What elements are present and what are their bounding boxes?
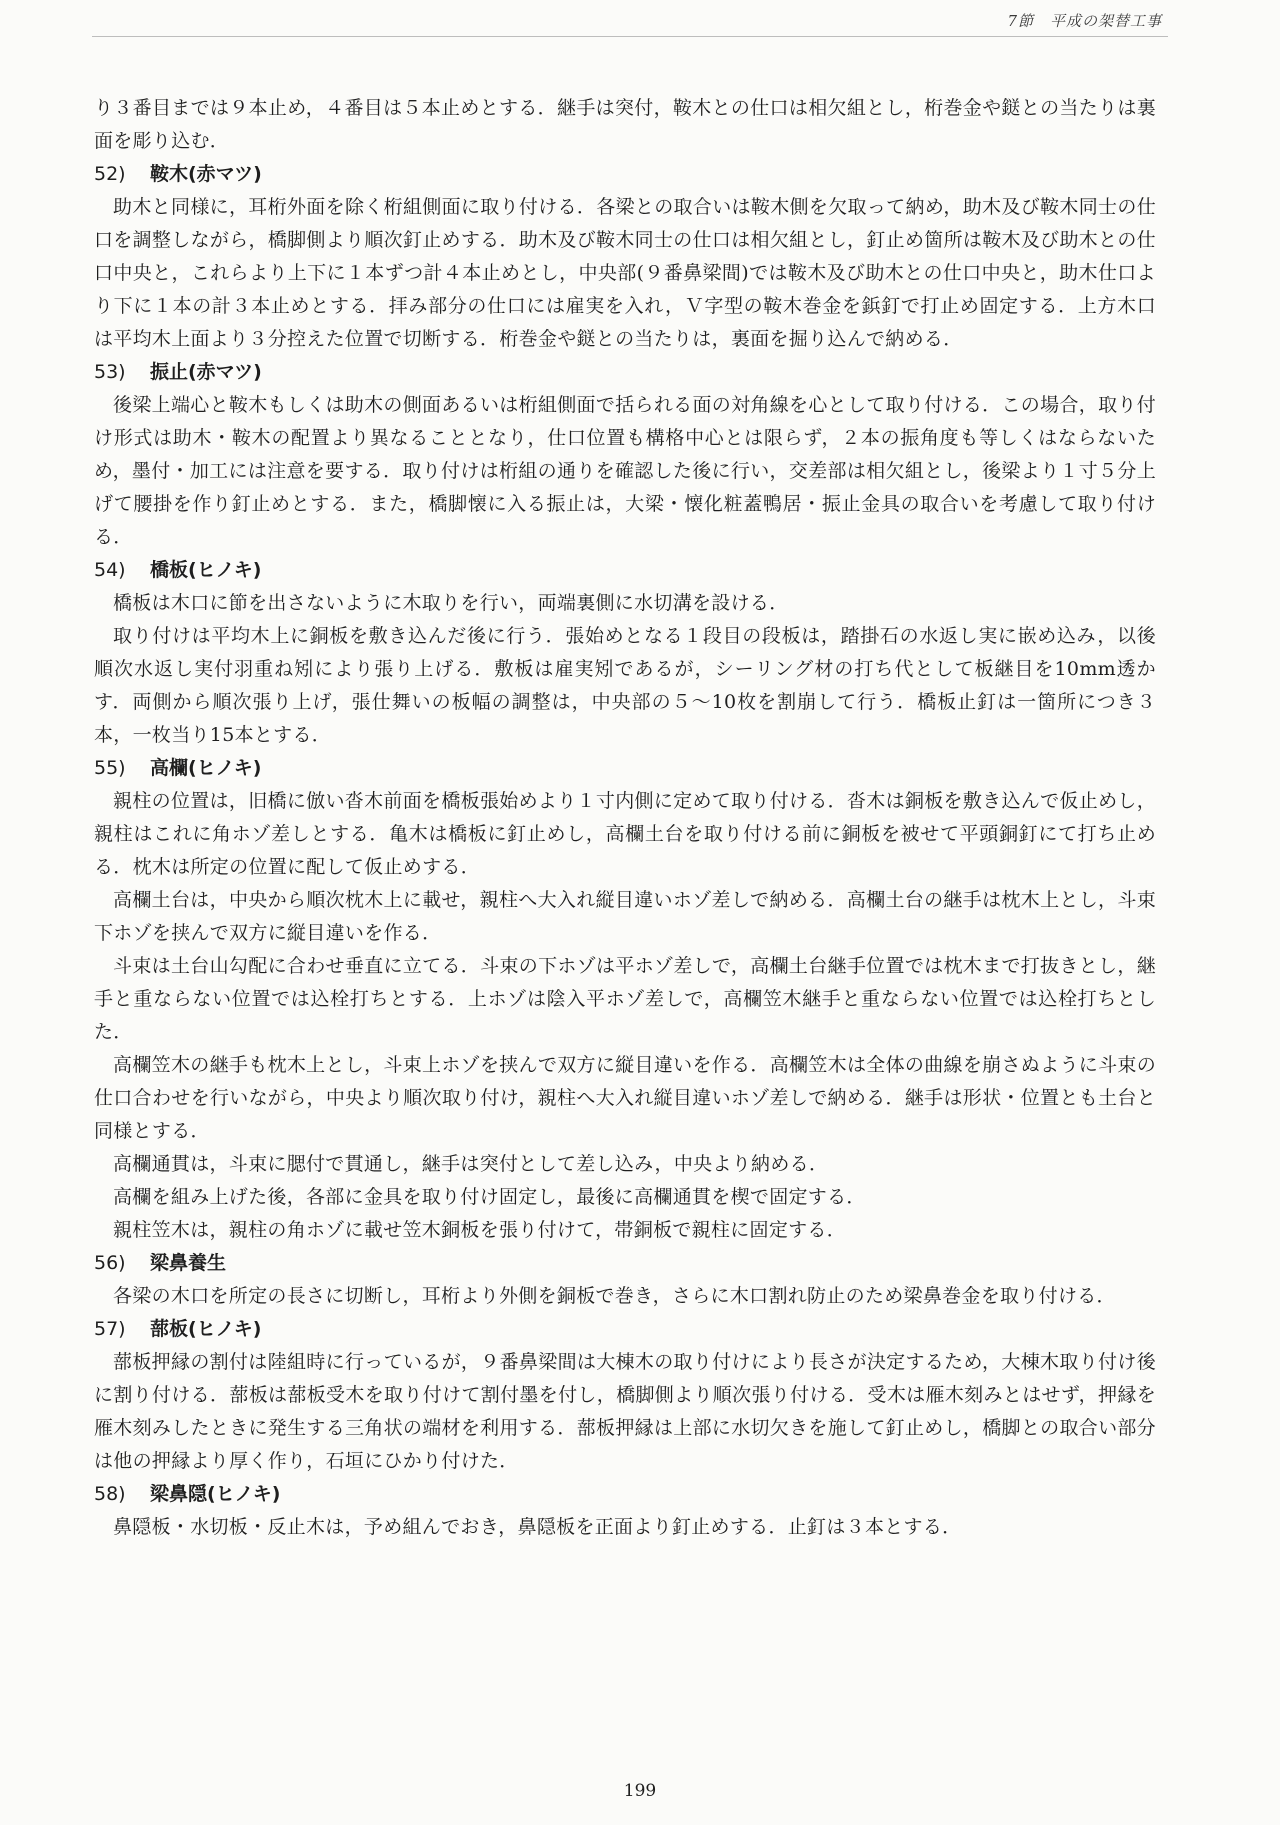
section-heading — [94, 158, 1156, 191]
paragraph: 助木と同様に，耳桁外面を除く桁組側面に取り付ける．各梁との取合いは鞍木側を欠取って納め，助木及び鞍木同士の仕口を調整しながら，橋脚側より順次釘止めする．助木及び鞍木同士の仕口は相欠組とし，釘止め箇所は鞍木及び助木との仕口中央と，これらより上下に１本ずつ計４本止めとし，中央部(９番鼻梁間)では鞍木及び助木との仕口中央と，助木仕口より下に１本の計３本止めとする．拝み部分の仕口には雇実を入れ，Ｖ字型の鞍木巻金を鋲釘で打止め固定する．上方木口は平均木上面より３分控えた位置で切断する．桁巻金や鎹との当たりは，裏面を掘り込んで納める． — [94, 196, 1156, 350]
section-number: 56) — [94, 1252, 126, 1274]
section-58 — [94, 1478, 1156, 1544]
paragraph: 鼻隠板・水切板・反止木は，予め組んでおき，鼻隠板を正面より釘止めする．止釘は３本とする． — [113, 1516, 962, 1538]
section-title: 蔀板(ヒノキ) — [150, 1318, 262, 1340]
section-52 — [94, 158, 1156, 356]
section-53 — [94, 356, 1156, 554]
paragraph: 取り付けは平均木上に銅板を敷き込んだ後に行う．張始めとなる１段目の段板は，踏掛石の水返し実に嵌め込み，以後順次水返し実付羽重ね矧により張り上げる．敷板は雇実矧であるが，シーリング材の打ち代として板継目を10mm透かす．両側から順次張り上げ，張仕舞いの板幅の調整は，中央部の５〜10枚を割崩して行う．橋板止釘は一箇所につき３本，一枚当り15本とする． — [94, 625, 1156, 746]
section-heading — [94, 1313, 1156, 1346]
section-number: 58) — [94, 1483, 126, 1505]
section-title: 鞍木(赤マツ) — [150, 163, 262, 185]
section-title: 梁鼻隠(ヒノキ) — [150, 1483, 281, 1505]
section-number: 57) — [94, 1318, 126, 1340]
paragraph: 各梁の木口を所定の長さに切断し，耳桁より外側を銅板で巻き，さらに木口割れ防止のため梁鼻巻金を取り付ける． — [113, 1285, 1116, 1307]
section-heading — [94, 356, 1156, 389]
section-title: 高欄(ヒノキ) — [150, 757, 262, 779]
paragraph: 高欄を組み上げた後，各部に金具を取り付け固定し，最後に高欄通貫を楔で固定する． — [113, 1186, 866, 1208]
section-number: 55) — [94, 757, 126, 779]
paragraph: 後梁上端心と鞍木もしくは助木の側面あるいは桁組側面で括られる面の対角線を心として取り付ける．この場合，取り付け形式は助木・鞍木の配置より異なることとなり，仕口位置も構格中心とは限らず，２本の振角度も等しくはならないため，墨付・加工には注意を要する．取り付けは桁組の通りを確認した後に行い，交差部は相欠組とし，後梁より１寸５分上げて腰掛を作り釘止めとする．また，橋脚懐に入る振止は，大梁・懐化粧蓋鴨居・振止金具の取合いを考慮して取り付ける． — [94, 394, 1156, 548]
page-number: 199 — [623, 1781, 657, 1801]
section-54 — [94, 554, 1156, 752]
paragraph: 高欄土台は，中央から順次枕木上に載せ，親柱へ大入れ縦目違いホゾ差しで納める．高欄土台の継手は枕木上とし，斗束下ホゾを挟んで双方に縦目違いを作る． — [94, 889, 1156, 944]
section-heading — [94, 752, 1156, 785]
body-text — [94, 92, 1156, 1544]
intro-paragraph: り３番目までは９本止め，４番目は５本止めとする．継手は突付，鞍木との仕口は相欠組とし，桁巻金や鎹との当たりは裏面を彫り込む． — [94, 97, 1156, 152]
paragraph: 高欄通貫は，斗束に腮付で貫通し，継手は突付として差し込み，中央より納める． — [113, 1153, 829, 1175]
header-rule — [92, 36, 1168, 37]
section-number: 54) — [94, 559, 126, 581]
section-heading — [94, 1478, 1156, 1511]
running-header: 7節 平成の架替工事 — [1007, 12, 1162, 30]
section-55 — [94, 752, 1156, 1247]
paragraph: 蔀板押縁の割付は陸組時に行っているが，９番鼻梁間は大棟木の取り付けにより長さが決定するため，大棟木取り付け後に割り付ける．蔀板は蔀板受木を取り付けて割付墨を付し，橋脚側より順次張り付ける．受木は雁木刻みとはせず，押縁を雁木刻みしたときに発生する三角状の端材を利用する．蔀板押縁は上部に水切欠きを施して釘止めし，橋脚との取合い部分は他の押縁より厚く作り，石垣にひかり付けた． — [94, 1351, 1156, 1472]
paragraph: 橋板は木口に節を出さないように木取りを行い，両端裏側に水切溝を設ける． — [113, 592, 789, 614]
paragraph: 高欄笠木の継手も枕木上とし，斗束上ホゾを挟んで双方に縦目違いを作る．高欄笠木は全体の曲線を崩さぬように斗束の仕口合わせを行いながら，中央より順次取り付け，親柱へ大入れ縦目違いホゾ差しで納める．継手は形状・位置とも土台と同様とする． — [94, 1054, 1156, 1142]
paragraph: 親柱笠木は，親柱の角ホゾに載せ笠木銅板を張り付けて，帯銅板で親柱に固定する． — [113, 1219, 847, 1241]
section-heading — [94, 1247, 1156, 1280]
paragraph: 斗束は土台山勾配に合わせ垂直に立てる．斗束の下ホゾは平ホゾ差しで，高欄土台継手位置では枕木まで打抜きとし，継手と重ならない位置では込栓打ちとする．上ホゾは陰入平ホゾ差しで，高欄笠木継手と重ならない位置では込栓打ちとした． — [94, 955, 1156, 1043]
section-56 — [94, 1247, 1156, 1313]
section-title: 振止(赤マツ) — [150, 361, 262, 383]
section-57 — [94, 1313, 1156, 1478]
section-title: 梁鼻養生 — [150, 1252, 227, 1274]
section-heading — [94, 554, 1156, 587]
section-number: 52) — [94, 163, 126, 185]
section-title: 橋板(ヒノキ) — [150, 559, 262, 581]
section-number: 53) — [94, 361, 126, 383]
paragraph: 親柱の位置は，旧橋に倣い沓木前面を橋板張始めより１寸内側に定めて取り付ける．沓木は銅板を敷き込んで仮止めし，親柱はこれに角ホゾ差しとする．亀木は橋板に釘止めし，高欄土台を取り付ける前に銅板を被せて平頭銅釘にて打ち止める．枕木は所定の位置に配して仮止めする． — [94, 790, 1156, 878]
